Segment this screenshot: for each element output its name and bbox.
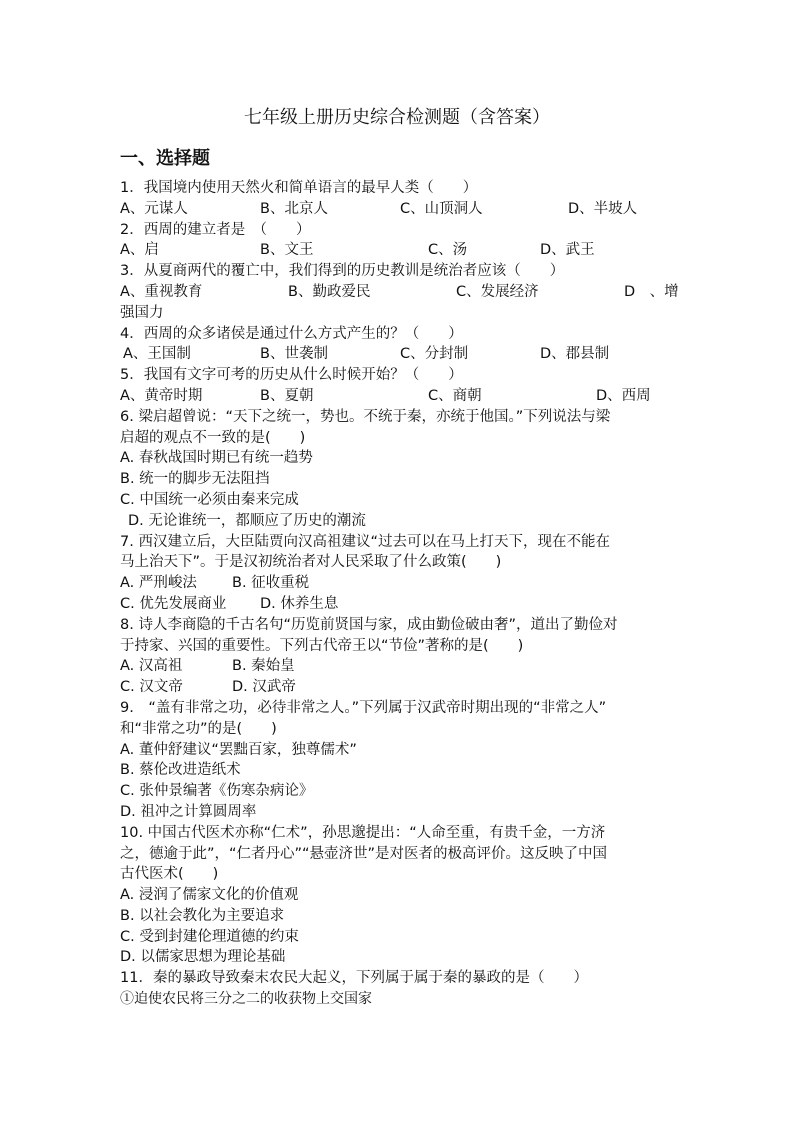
option-d: D 、增 [624,283,679,300]
option-c: C、山顶洞人 [400,200,483,217]
question-11-item-1: ①迫使农民将三分之二的收获物上交国家 [120,991,372,1008]
section-heading: 一、选择题 [120,148,210,169]
option-d: D. 以儒家思想为理论基础 [120,949,286,966]
option-a: A、黄帝时期 [120,387,203,404]
option-d: D. 休养生息 [260,595,339,612]
question-2-stem: 2．西周的建立者是 （ ） [120,221,311,238]
option-d: D、武王 [540,242,595,259]
question-4-stem: 4．西周的众多诸侯是通过什么方式产生的？（ ） [120,325,463,342]
option-c: C. 中国统一必须由秦来完成 [120,491,299,508]
option-d: D、西周 [596,387,651,404]
option-c: C. 优先发展商业 [120,595,227,612]
question-3-stem: 3．从夏商两代的覆亡中，我们得到的历史教训是统治者应该（ ） [120,263,565,280]
option-b: B、勤政爱民 [288,283,371,300]
question-1-stem: 1．我国境内使用天然火和简单语言的最早人类（ ） [120,180,478,196]
option-a: A、元谋人 [120,200,188,217]
question-5-stem: 5．我国有文字可考的历史从什么时候开始？（ ） [120,367,463,384]
option-d: D. 汉武帝 [232,679,296,696]
question-3-option-d-continued: 强国力 [120,304,164,321]
option-b: B. 以社会教化为主要追求 [120,907,285,924]
question-5-options [120,386,680,407]
option-b: B. 统一的脚步无法阻挡 [120,471,270,488]
option-b: B. 秦始皇 [232,658,295,675]
question-11-stem: 11．秦的暴政导致秦末农民大起义，下列属于属于秦的暴政的是（ ） [120,970,588,987]
question-2-options [120,240,680,261]
option-b: B、世袭制 [260,346,328,363]
option-b: B、北京人 [260,200,328,217]
question-7-stem-line-1: 7. 西汉建立后，大臣陆贾向汉高祖建议“过去可以在马上打天下，现在不能在 [120,533,610,550]
question-4-options [120,344,680,365]
question-10-stem-line-2: 之，德逾于此”，“仁者丹心”“悬壶济世”是对医者的极高评价。这反映了中国 [120,845,608,862]
question-7-options-row-1 [120,573,680,594]
option-d: D. 祖冲之计算圆周率 [120,803,257,820]
option-c: C、发展经济 [456,283,539,300]
option-c: C、分封制 [400,346,469,363]
option-a: A. 春秋战国时期已有统一趋势 [120,450,313,467]
question-9-stem-line-2: 和“非常之功”的是( ) [120,720,277,737]
option-d: D、半坡人 [568,200,638,217]
option-d: D. 无论谁统一，都顺应了历史的潮流 [128,512,366,529]
question-1-options [120,199,680,220]
question-8-stem-line-2: 于持家、兴国的重要性。下列古代帝王以“节俭”著称的是( ) [120,637,524,654]
option-b: B、夏朝 [260,387,314,404]
question-6-stem-line-1: 6. 梁启超曾说：“天下之统一，势也。不统于秦，亦统于他国。”下列说法与梁 [120,408,611,425]
question-8-options-row-1 [120,656,680,677]
question-9-stem-line-1: 9. “盖有非常之功，必待非常之人。”下列属于汉武帝时期出现的“非常之人” [120,699,607,716]
question-10-stem-line-3: 古代医术( ) [120,866,219,883]
option-b: B、文王 [260,242,314,259]
option-c: C. 张仲景编著《伤寒杂病论》 [120,783,314,800]
question-6-stem-line-2: 启超的观点不一致的是( ) [120,429,306,446]
option-a: A、王国制 [123,346,191,363]
option-b: B. 蔡伦改进造纸术 [120,762,241,779]
question-8-options-row-2 [120,677,680,698]
question-3-options [120,282,680,303]
question-list [120,178,680,1010]
question-8-stem-line-1: 8. 诗人李商隐的千古名句“历览前贤国与家，成由勤俭破由奢”，道出了勤俭对 [120,616,618,633]
page-title: 七年级上册历史综合检测题（含答案） [244,107,550,128]
question-7-stem-line-2: 马上治天下”。于是汉初统治者对人民采取了什么政策( ) [120,554,502,571]
question-7-options-row-2 [120,594,680,615]
option-c: C. 受到封建伦理道德的约束 [120,928,299,945]
question-10-stem-line-1: 10. 中国古代医术亦称“仁术”，孙思邈提出：“人命至重，有贵千金，一方济 [120,824,606,841]
option-c: C. 汉文帝 [120,679,183,696]
option-a: A. 严刑峻法 [120,575,197,592]
option-d: D、郡县制 [540,346,610,363]
option-c: C、商朝 [428,387,482,404]
option-a: A. 浸润了儒家文化的价值观 [120,887,299,904]
option-a: A. 董仲舒建议“罢黜百家，独尊儒术” [120,741,357,758]
option-a: A. 汉高祖 [120,658,183,675]
option-a: A、启 [120,242,159,259]
option-b: B. 征收重税 [232,575,310,592]
option-c: C、汤 [428,242,468,259]
option-a: A、重视教育 [120,283,203,300]
